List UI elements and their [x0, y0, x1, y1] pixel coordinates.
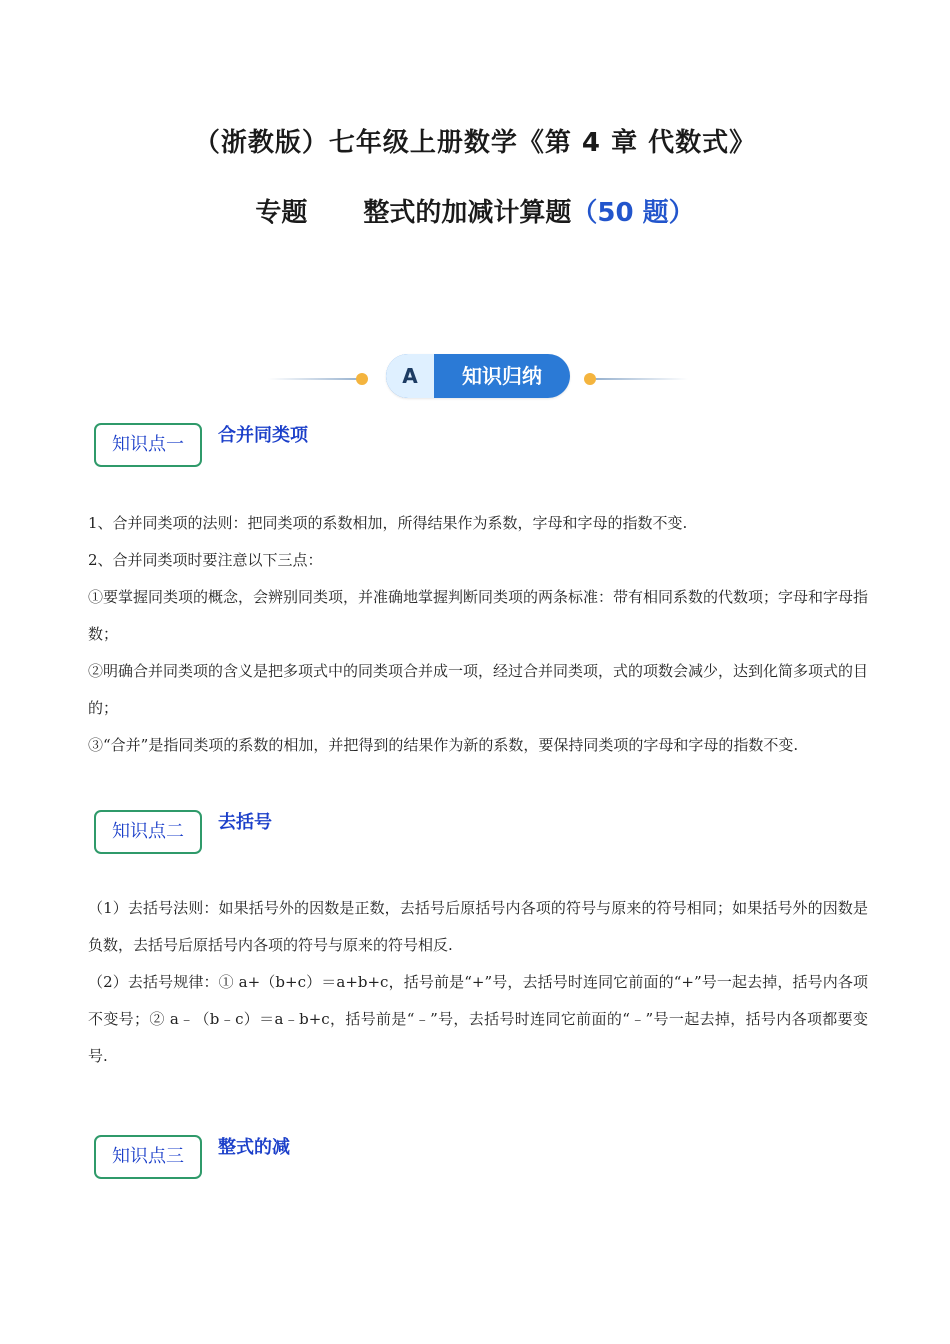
- paragraph: ③“合并”是指同类项的系数的相加，并把得到的结果作为新的系数，要保持同类项的字母和字母的指数不变.: [88, 736, 799, 754]
- knowledge-point-badge-1: 知识点一: [94, 423, 202, 467]
- knowledge-point-body-1: [88, 505, 868, 764]
- section-banner: [0, 354, 950, 400]
- banner-letter: A: [386, 354, 434, 398]
- banner-label: 知识归纳: [462, 364, 542, 388]
- subtitle-prefix: 专题: [255, 198, 308, 228]
- question-count: （50 题）: [571, 198, 695, 228]
- banner-dot-left: [356, 373, 368, 385]
- knowledge-point-title-2: 去括号: [218, 812, 272, 833]
- knowledge-point-badge-3: 知识点三: [94, 1135, 202, 1179]
- paragraph: （1）去括号法则：如果括号外的因数是正数，去括号后原括号内各项的符号与原来的符号相同；如果括号外的因数是负数，去括号后原括号内各项的符号与原来的符号相反.: [88, 899, 868, 954]
- paragraph: ①要掌握同类项的概念，会辨别同类项，并准确地掌握判断同类项的两条标准：带有相同系数的代数项；字母和字母指数；: [88, 588, 869, 643]
- banner-line-left: [268, 378, 360, 380]
- banner-dot-right: [584, 373, 596, 385]
- knowledge-point-body-2: [88, 890, 868, 1075]
- document-title: （浙教版）七年级上册数学《第 4 章 代数式》: [193, 128, 757, 158]
- banner-line-right: [596, 378, 688, 380]
- subtitle-main: 整式的加减计算题: [363, 198, 572, 228]
- knowledge-point-title-1: 合并同类项: [218, 425, 308, 446]
- paragraph: 2、合并同类项时要注意以下三点：: [88, 551, 323, 569]
- banner-pill: [386, 354, 570, 398]
- paragraph: （2）去括号规律：① a+（b+c）＝a+b+c，括号前是“+”号，去括号时连同它前面的“+”号一起去掉，括号内各项不变号；② a﹣（b﹣c）＝a﹣b+c，括号前是“﹣”号，去括号时连同它前面的“﹣”号一起去掉，括号内各项都要变号.: [88, 973, 868, 1065]
- knowledge-point-title-3: 整式的减: [218, 1137, 290, 1158]
- knowledge-point-badge-2: 知识点二: [94, 810, 202, 854]
- document-subtitle: [0, 192, 950, 229]
- paragraph: 1、合并同类项的法则：把同类项的系数相加，所得结果作为系数，字母和字母的指数不变.: [88, 514, 688, 532]
- paragraph: ②明确合并同类项的含义是把多项式中的同类项合并成一项，经过合并同类项，式的项数会减少，达到化简多项式的目的；: [88, 662, 869, 717]
